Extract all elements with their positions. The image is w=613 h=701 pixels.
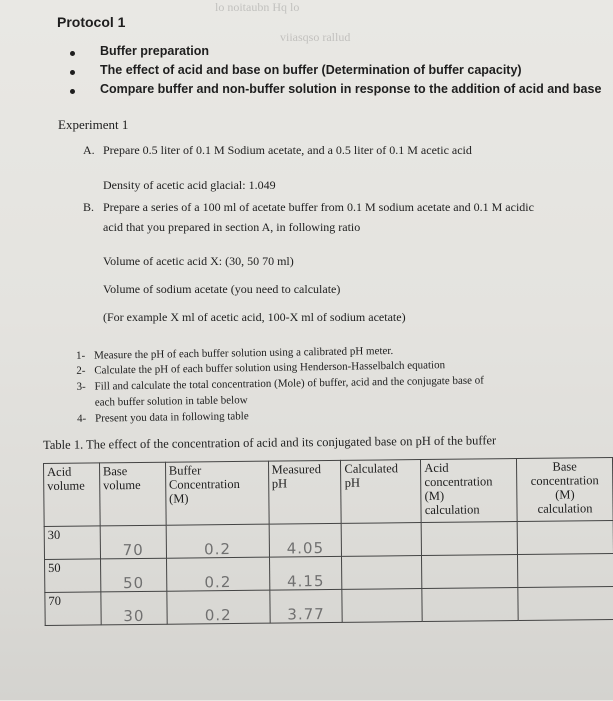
volume-acetic-text: Volume of acetic acid X: (30, 50 70 ml) [103,254,294,268]
step-text: Present you data in following table [94,410,249,425]
base-volume-cell: 50 [100,558,166,592]
bullet-item: Compare buffer and non-buffer solution in response to the addition of acid and base [100,82,602,96]
calculated-ph-cell [342,589,422,623]
volume-sodium-text: Volume of sodium acetate (you need to calculate) [103,282,341,296]
step-number: 1- [75,349,86,362]
example-text: (For example X ml of acetic acid, 100-X ml of sodium acetate) [103,310,406,324]
results-table [43,457,613,626]
base-concentration-cell [517,521,613,555]
step-number: 2- [76,364,86,377]
header-buffer-concentration: Buffer Concentration (M) [165,461,268,525]
header-measured-ph: Measured pH [268,460,342,524]
step-number: 4- [76,412,87,425]
acid-volume-cell: 30 [44,526,100,560]
acid-concentration-cell [421,522,517,556]
header-base-concentration: Base concentration (M) calculation [517,458,613,522]
measured-ph-cell: 4.15 [269,556,342,590]
density-text: Density of acetic acid glacial: 1.049 [103,178,276,192]
bullet-item: The effect of acid and base on buffer (Determination of buffer capacity) [100,63,522,77]
bleed-through-text-2: viiasqso rallud [280,30,351,44]
step-text: Calculate the pH of each buffer solution using Henderson-Hasselbalch equation [94,359,446,377]
bullet-item: Buffer preparation [100,44,210,58]
base-concentration-cell [518,587,613,621]
acid-volume-cell: 70 [45,592,101,626]
header-base-volume: Base volume [99,462,165,526]
experiment-title: Experiment 1 [58,117,129,132]
measured-ph-cell: 4.05 [269,523,342,557]
section-b-label: B. [83,200,95,214]
step-text: Measure the pH of each buffer solution using a calibrated pH meter. [93,344,394,362]
header-calculated-ph: Calculated pH [341,460,421,524]
table-row [45,587,613,626]
acid-concentration-cell [422,588,518,622]
buffer-concentration-cell: 0.2 [166,524,269,558]
step-text: Fill and calculate the total concentration (Mole) of buffer, acid and the conjugate base of [94,374,484,393]
table-caption: Table 1. The effect of the concentration of acid and its conjugated base on pH of the buffer [43,433,497,452]
buffer-concentration-cell: 0.2 [166,557,269,591]
protocol-title: Protocol 1 [57,14,126,30]
buffer-concentration-cell: 0.2 [167,590,270,624]
base-volume-cell: 30 [101,591,167,625]
base-volume-cell: 70 [100,525,166,559]
section-b-line1: Prepare a series of a 100 ml of acetate buffer from 0.1 M sodium acetate and 0.1 M acidic [103,200,534,214]
bleed-through-text-1: lo noitaubn Hq lo [215,0,300,14]
step-text-continued: each buffer solution in table below [94,394,248,409]
acid-concentration-cell [422,555,518,589]
section-a-label: A. [83,143,95,157]
header-acid-volume: Acid volume [44,463,101,527]
step-number: 3- [76,380,86,393]
base-concentration-cell [518,554,613,588]
measured-ph-cell: 3.77 [269,589,342,623]
table-header-row [44,458,613,527]
calculated-ph-cell [342,523,422,557]
section-a-text: Prepare 0.5 liter of 0.1 M Sodium acetate, and a 0.5 liter of 0.1 M acetic acid [103,143,472,157]
section-b-line2: acid that you prepared in section A, in following ratio [103,220,361,234]
calculated-ph-cell [342,556,422,590]
acid-volume-cell: 50 [45,559,101,593]
header-acid-concentration: Acid concentration (M) calculation [421,459,517,523]
